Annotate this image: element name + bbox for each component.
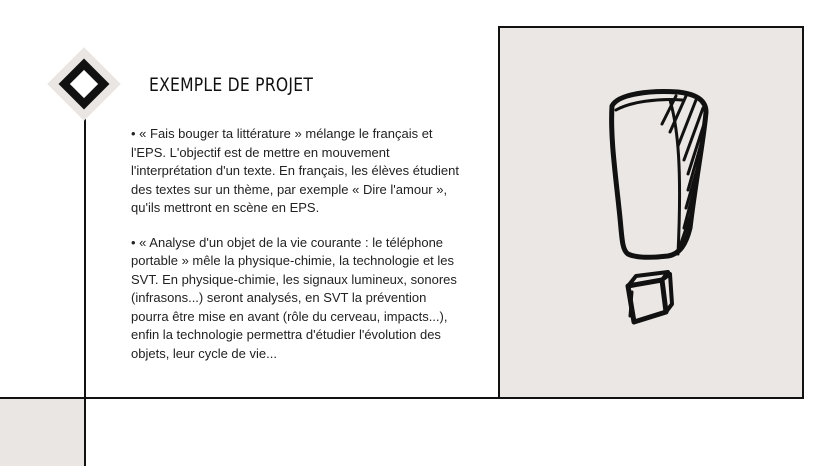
paragraph-1: • « Fais bouger ta littérature » mélange le français et l'EPS. L'objectif est de mettre en mouvement l'interprétation d'un texte. En français, les élèves étudient des textes sur un thème, par exemple « Dire l'amour », qu'ils mettront en scène en EPS.	[131, 126, 459, 215]
horizontal-divider	[0, 397, 500, 399]
paragraph-2: • « Analyse d'un objet de la vie courante : le téléphone portable » mêle la physique-chimie, la technologie et les SVT. En physique-chimie, les signaux lumineux, sonores (infrasons...) seront analysés, en SVT la prévention pourra être mise en avant (rôle du cerveau, impacts...), enfin la technologie permettra d'étudier l'évolution des objets, leur cycle de vie...	[131, 234, 457, 361]
slide-title: EXEMPLE DE PROJET	[149, 74, 314, 96]
slide-body	[131, 125, 461, 379]
corner-decoration	[0, 398, 85, 466]
diamond-icon	[48, 48, 122, 122]
illustration-panel	[498, 26, 804, 399]
vertical-divider	[84, 118, 86, 466]
exclamation-mark-icon	[500, 28, 802, 397]
